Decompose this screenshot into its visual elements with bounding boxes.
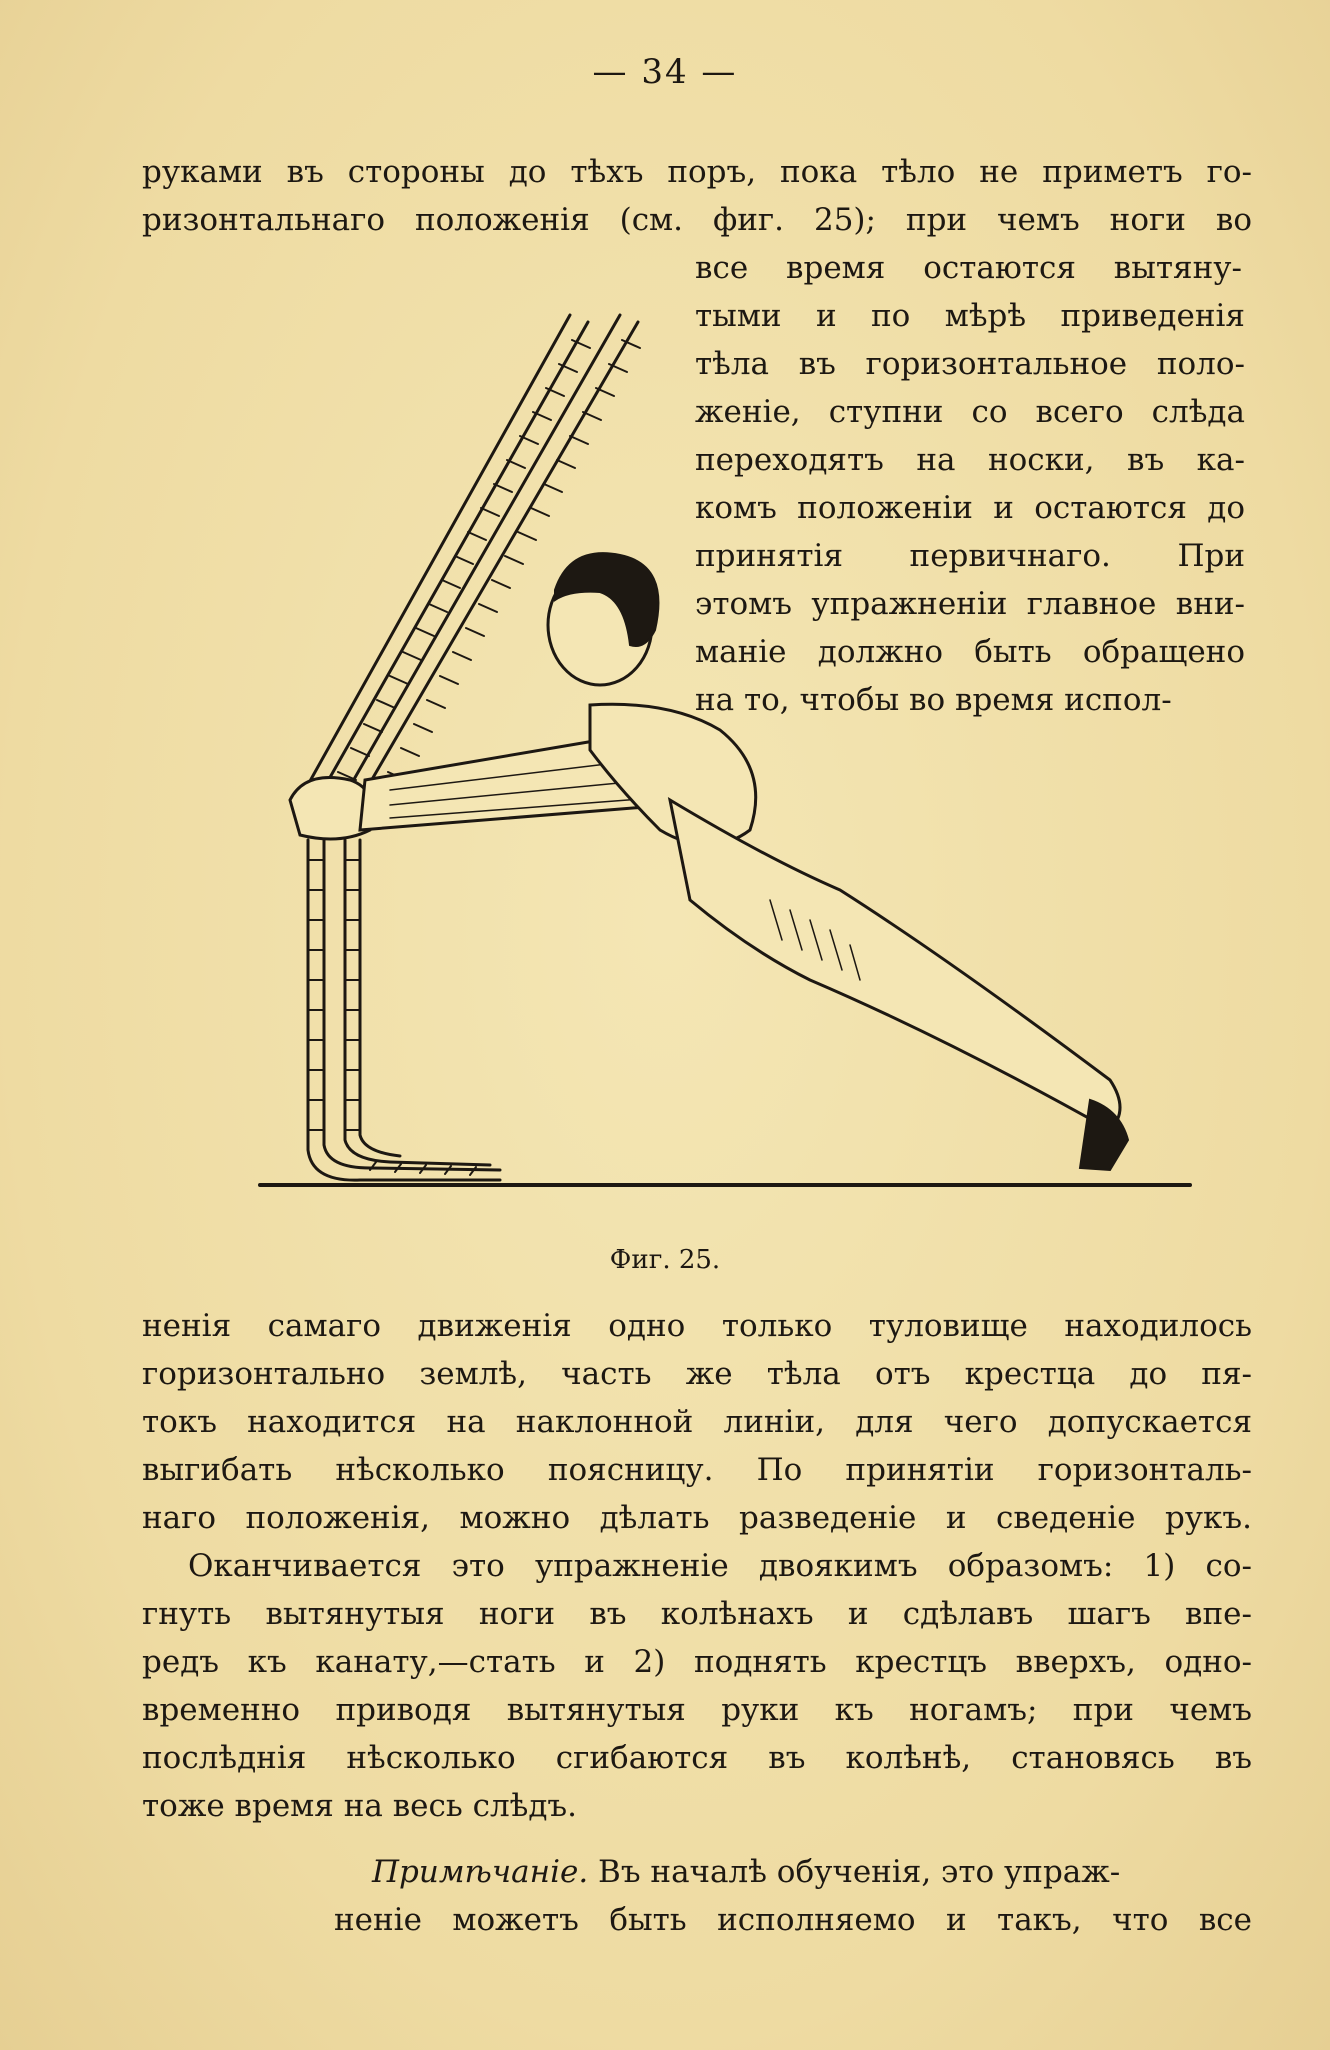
figure-illustration xyxy=(250,300,1200,1200)
note-line xyxy=(372,1848,1252,1896)
side-text-line: на то, чтобы во время испол- xyxy=(695,682,1172,718)
text-line: редъ къ канату,—стать и 2) поднять крестцъ вверхъ, одно- xyxy=(142,1644,1252,1680)
torso xyxy=(590,704,756,845)
text-line: послѣднія нѣсколько сгибаются въ колѣнѣ, становясь въ xyxy=(142,1740,1252,1776)
note-label: Примѣчаніе. xyxy=(372,1854,589,1890)
side-text-line: переходятъ на носки, въ ка- xyxy=(695,442,1245,478)
text-line: Оканчивается это упражненіе двоякимъ образомъ: 1) со- xyxy=(188,1548,1252,1584)
text-line: руками въ стороны до тѣхъ поръ, пока тѣло не приметъ го- xyxy=(142,154,1252,190)
text-line: временно приводя вытянутыя руки къ ногамъ; при чемъ xyxy=(142,1692,1252,1728)
legs xyxy=(670,800,1120,1130)
page-number: — 34 — xyxy=(592,52,738,92)
text-line: гнуть вытянутыя ноги въ колѣнахъ и сдѣлавъ шагъ впе- xyxy=(142,1596,1252,1632)
note-line: неніе можетъ быть исполняемо и такъ, что все xyxy=(334,1902,1252,1938)
text-line: ризонтальнаго положенія (см. фиг. 25); при чемъ ноги во xyxy=(142,202,1252,238)
side-text-line: комъ положеніи и остаются до xyxy=(695,490,1245,526)
figure-caption: Фиг. 25. xyxy=(609,1245,721,1275)
text-line: наго положенія, можно дѣлать разведеніе и сведеніе рукъ. xyxy=(142,1500,1252,1536)
rope-lower xyxy=(308,840,500,1180)
text-line: токъ находится на наклонной линіи, для чего допускается xyxy=(142,1404,1252,1440)
side-text-line: женіе, ступни со всего слѣда xyxy=(695,394,1245,430)
text-line: выгибать нѣсколько поясницу. По принятіи горизонталь- xyxy=(142,1452,1252,1488)
side-text-line: тѣла въ горизонтальное поло- xyxy=(695,346,1245,382)
text-line: тоже время на весь слѣдъ. xyxy=(142,1788,577,1824)
note-text: Въ началѣ обученія, это упраж- xyxy=(588,1854,1121,1890)
side-text-line: все время остаются вытяну- xyxy=(695,250,1242,286)
text-line: горизонтально землѣ, часть же тѣла отъ крестца до пя- xyxy=(142,1356,1252,1392)
side-text-line: этомъ упражненіи главное вни- xyxy=(695,586,1245,622)
side-text-line: маніе должно быть обращено xyxy=(695,634,1245,670)
side-text-line: принятія первичнаго. При xyxy=(695,538,1245,574)
side-text-line: тыми и по мѣрѣ приведенія xyxy=(695,298,1245,334)
text-line: ненія самаго движенія одно только туловище находилось xyxy=(142,1308,1252,1344)
